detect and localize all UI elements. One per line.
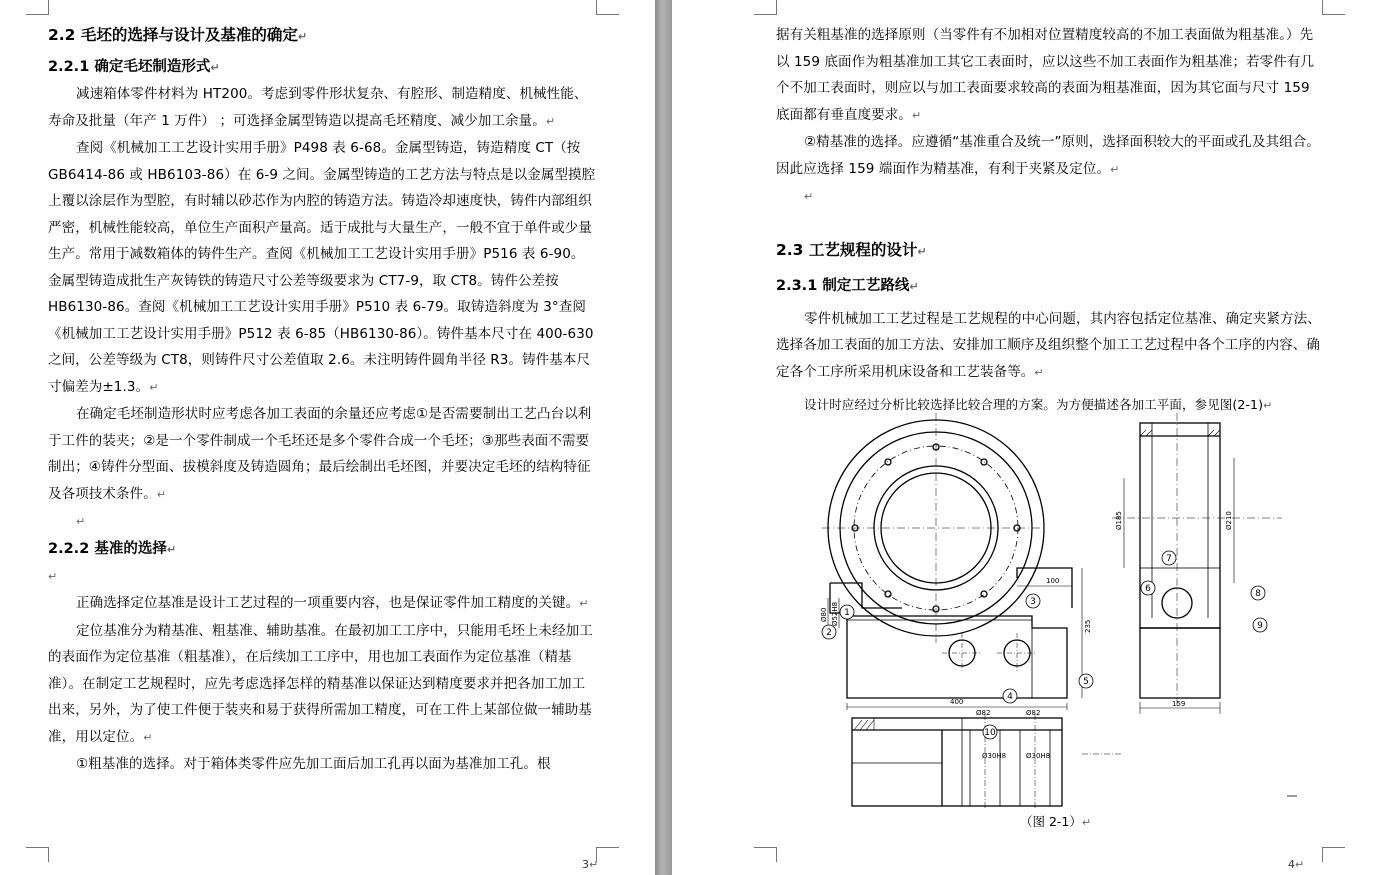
crop-mark	[754, 847, 777, 862]
balloon-5: 5	[1083, 677, 1089, 687]
heading-2-2-2: 2.2.2 基准的选择↵	[48, 540, 177, 557]
dim-159: 159	[1172, 700, 1186, 708]
dim-185: Ø185	[1115, 511, 1123, 530]
paragraph: ②精基准的选择。应遵循“基准重合及统一”原则，选择面积较大的平面或孔及其组合。因此应选择 159 端面作为精基准，有利于夹紧及定位。↵	[776, 134, 1320, 177]
paragraph: 据有关粗基准的选择原则（当零件有不加相对位置精度较高的不加工表面做为粗基准。）先以 159 底面作为粗基准加工其它工表面时，应以这些不加工表面作为粗基准；若零件有几个不加工表面时，则应以与加工表面要求较高的表面为粗基准面，因为其它面与尺寸 159 底面都有垂直度要求。↵	[776, 27, 1315, 123]
empty-paragraph: ↵	[76, 515, 86, 528]
crop-mark	[596, 847, 619, 862]
empty-paragraph: ↵	[48, 569, 58, 583]
page-body[interactable]	[776, 22, 1322, 420]
page-number: 4↵	[1288, 858, 1305, 871]
page-gap	[655, 0, 672, 875]
paragraph: 设计时应经过分析比较选择比较合理的方案。为方便描述各加工平面，参见图(2-1)↵	[804, 397, 1273, 412]
balloon-2: 2	[826, 628, 832, 638]
dim-82-a: Ø82	[976, 709, 991, 717]
balloon-7: 7	[1166, 554, 1172, 564]
heading-2-3: 2.3 工艺规程的设计↵	[776, 240, 927, 259]
paragraph: 减速箱体零件材料为 HT200。考虑到零件形状复杂、有腔形、制造精度、机械性能、寿命及批量（年产 1 万件） ；可选择金属型铸造以提高毛坯精度、减少加工余量。↵	[48, 86, 588, 129]
dim-30h8-a: Ø30H8	[982, 752, 1007, 760]
document-page-right	[672, 0, 1391, 875]
crop-mark	[754, 0, 777, 15]
dim-52h8: Ø52H8	[831, 601, 839, 626]
balloon-1: 1	[844, 608, 850, 618]
paragraph: 零件机械加工工艺过程是工艺规程的中心问题，其内容包括定位基准、确定夹紧方法、选择各加工表面的加工方法、安排加工顺序及组织整个加工工艺过程中各个工序的内容、确定各个工序所采用机床设备和工艺装备等。↵	[776, 310, 1321, 380]
dim-30h8-b: Ø30H8	[1026, 752, 1051, 760]
dim-235: 235	[1084, 619, 1092, 633]
balloon-8: 8	[1255, 589, 1261, 599]
dim-400: 400	[950, 698, 964, 706]
dim-100: 100	[1046, 577, 1060, 585]
balloon-9: 9	[1257, 621, 1263, 631]
dim-82-b: Ø82	[1026, 709, 1041, 717]
technical-drawing	[820, 418, 1312, 818]
balloon-6: 6	[1145, 584, 1151, 594]
empty-paragraph: ↵	[804, 190, 814, 203]
crop-mark	[26, 0, 49, 15]
paragraph: 正确选择定位基准是设计工艺过程的一项重要内容，也是保证零件加工精度的关键。↵	[76, 595, 589, 611]
dim-80: Ø80	[820, 607, 828, 622]
paragraph: ①粗基准的选择。对于箱体类零件应先加工面后加工孔再以面为基准加工孔。根	[76, 756, 551, 772]
page-number: 3↵	[582, 858, 599, 871]
document-page-left	[0, 0, 655, 875]
heading-2-2: 2.2 毛坯的选择与设计及基准的确定↵	[48, 26, 308, 44]
crop-mark	[596, 0, 619, 15]
heading-2-3-1: 2.3.1 制定工艺路线↵	[776, 277, 919, 294]
paragraph: 在确定毛坯制造形状时应考虑各加工表面的余量还应考虑①是否需要制出工艺凸台以利于工件的装夹；②是一个零件制成一个毛坯还是多个零件合成一个毛坯；③那些表面不需要制出；④铸件分型面、拔模斜度及铸造圆角；最后绘制出毛坯图，并要决定毛坯的结构特征及各项技术条件。↵	[48, 406, 592, 502]
heading-2-2-1: 2.2.1 确定毛坯制造形式↵	[48, 59, 220, 75]
paragraph: 定位基准分为精基准、粗基准、辅助基准。在最初加工工序中，只能用毛坯上未经加工的表面作为定位基准（粗基准），在后续加工工序中，用也加工表面作为定位基准（精基准）。在制定工艺规程时，应先考虑选择怎样的精基准以保证达到精度要求并把各加工加工出来，另外，为了使工件便于装夹和易于获得所需加工精度，可在工件上某部位做一辅助基准，用以定位。↵	[48, 622, 593, 745]
balloon-4: 4	[1007, 692, 1013, 702]
crop-mark	[1322, 847, 1345, 862]
figure-caption: （图 2-1）↵	[1020, 814, 1092, 829]
dim-210: Ø210	[1225, 511, 1233, 530]
crop-mark	[26, 847, 49, 862]
balloon-10: 10	[984, 728, 996, 738]
page-body[interactable]	[48, 22, 596, 778]
crop-mark	[1322, 0, 1345, 15]
paragraph: 查阅《机械加工工艺设计实用手册》P498 表 6-68。金属型铸造，铸造精度 CT（按 GB6414-86 或 HB6103-86）在 6-9 之间。金属型铸造的工艺方法与特点是以金属型摸腔上覆以涂层作为型腔，有时辅以砂芯作为内腔的铸造方法。铸造冷却速度快，铸件内部组织严密，机械性能较高，单位生产面积产量高。适于成批与大量生产，一般不宜于单件或少量生产。常用于减数箱体的铸件生产。查阅《机械加工工艺设计实用手册》P516 表 6-90。金属型铸造成批生产灰铸铁的铸造尺寸公差等级要求为 CT7-9，取 CT8。铸件公差按 HB6130-86。查阅《机械加工工艺设计实用手册》P510 表 6-79。取铸造斜度为 3°查阅《机械加工工艺设计实用手册》P512 表 6-85（HB6130-86）。铸件基本尺寸在 400-630 之间，公差等级为 CT8，则铸件尺寸公差值取 2.6。未注明铸件圆角半径 R3。铸件基本尺寸偏差为±1.3。↵	[48, 140, 596, 395]
balloon-3: 3	[1030, 597, 1036, 607]
